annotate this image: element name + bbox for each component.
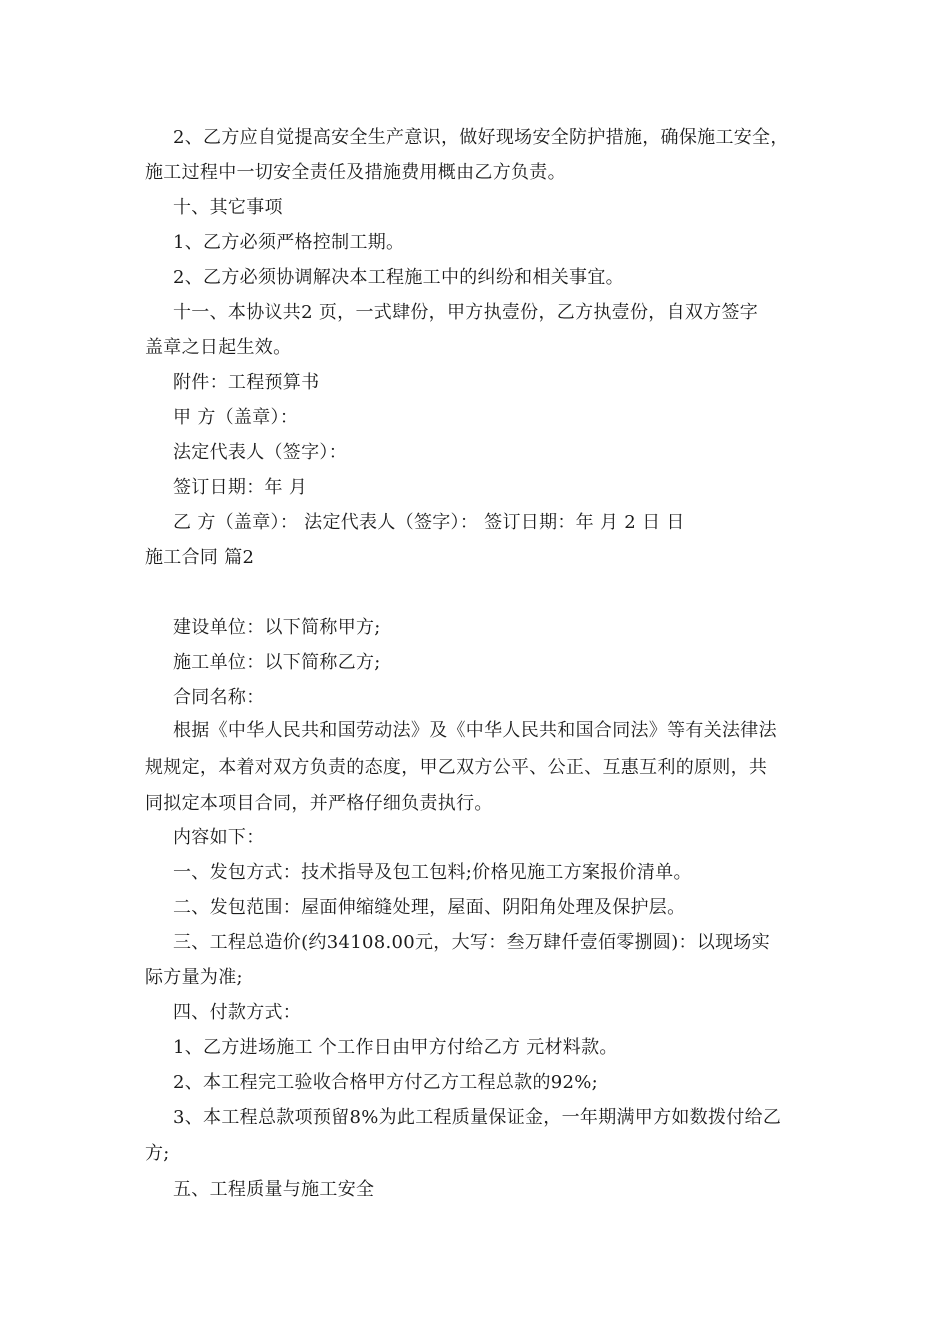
section-heading: 十、其它事项: [173, 197, 283, 218]
paragraph-line: 1、乙方进场施工 个工作日由甲方付给乙方 元材料款。: [173, 1037, 618, 1058]
paragraph-line: 十一、本协议共2 页，一式肆份，甲方执壹份，乙方执壹份，自双方签字: [173, 302, 759, 323]
paragraph-line: 规规定，本着对双方负责的态度，甲乙双方公平、公正、互惠互利的原则，共: [145, 757, 768, 778]
paragraph-line: 同拟定本项目合同，并严格仔细负责执行。: [145, 793, 493, 814]
paragraph-line: 施工单位：以下简称乙方;: [173, 652, 381, 673]
signature-field: 签订日期：年 月: [173, 477, 308, 498]
signature-field: 法定代表人（签字）：: [173, 442, 347, 463]
section-heading: 五、工程质量与施工安全: [173, 1179, 375, 1200]
paragraph-line: 2、本工程完工验收合格甲方付乙方工程总款的92%;: [173, 1072, 599, 1093]
paragraph-line: 合同名称：: [173, 687, 265, 708]
paragraph-line: 施工过程中一切安全责任及措施费用概由乙方负责。: [145, 162, 566, 183]
paragraph-line: 际方量为准;: [145, 967, 243, 988]
paragraph-line: 一、发包方式：技术指导及包工包料;价格见施工方案报价清单。: [173, 862, 692, 883]
paragraph-line: 方;: [145, 1143, 170, 1164]
paragraph-line: 内容如下：: [173, 827, 265, 848]
paragraph-line: 附件：工程预算书: [173, 372, 320, 393]
paragraph-line: 2、乙方应自觉提高安全生产意识，做好现场安全防护措施，确保施工安全，: [173, 127, 789, 148]
signature-field: 乙 方（盖章）： 法定代表人（签字）： 签订日期：年 月 2 日 日: [173, 512, 685, 533]
paragraph-line: 建设单位：以下简称甲方;: [173, 617, 381, 638]
paragraph-line: 二、发包范围：屋面伸缩缝处理，屋面、阴阳角处理及保护层。: [173, 897, 686, 918]
signature-field: 甲 方（盖章）：: [173, 407, 299, 428]
paragraph-line: 3、本工程总款项预留8%为此工程质量保证金，一年期满甲方如数拨付给乙: [173, 1107, 782, 1128]
document-heading: 施工合同 篇2: [145, 547, 255, 568]
section-heading: 四、付款方式：: [173, 1002, 302, 1023]
paragraph-line: 1、乙方必须严格控制工期。: [173, 232, 405, 253]
paragraph-line: 根据《中华人民共和国劳动法》及《中华人民共和国合同法》等有关法律法: [173, 720, 777, 741]
paragraph-line: 2、乙方必须协调解决本工程施工中的纠纷和相关事宜。: [173, 267, 624, 288]
paragraph-line: 盖章之日起生效。: [145, 337, 292, 358]
paragraph-line: 三、工程总造价(约34108.00元，大写：叁万肆仟壹佰零捌圆)：以现场实: [173, 932, 771, 953]
